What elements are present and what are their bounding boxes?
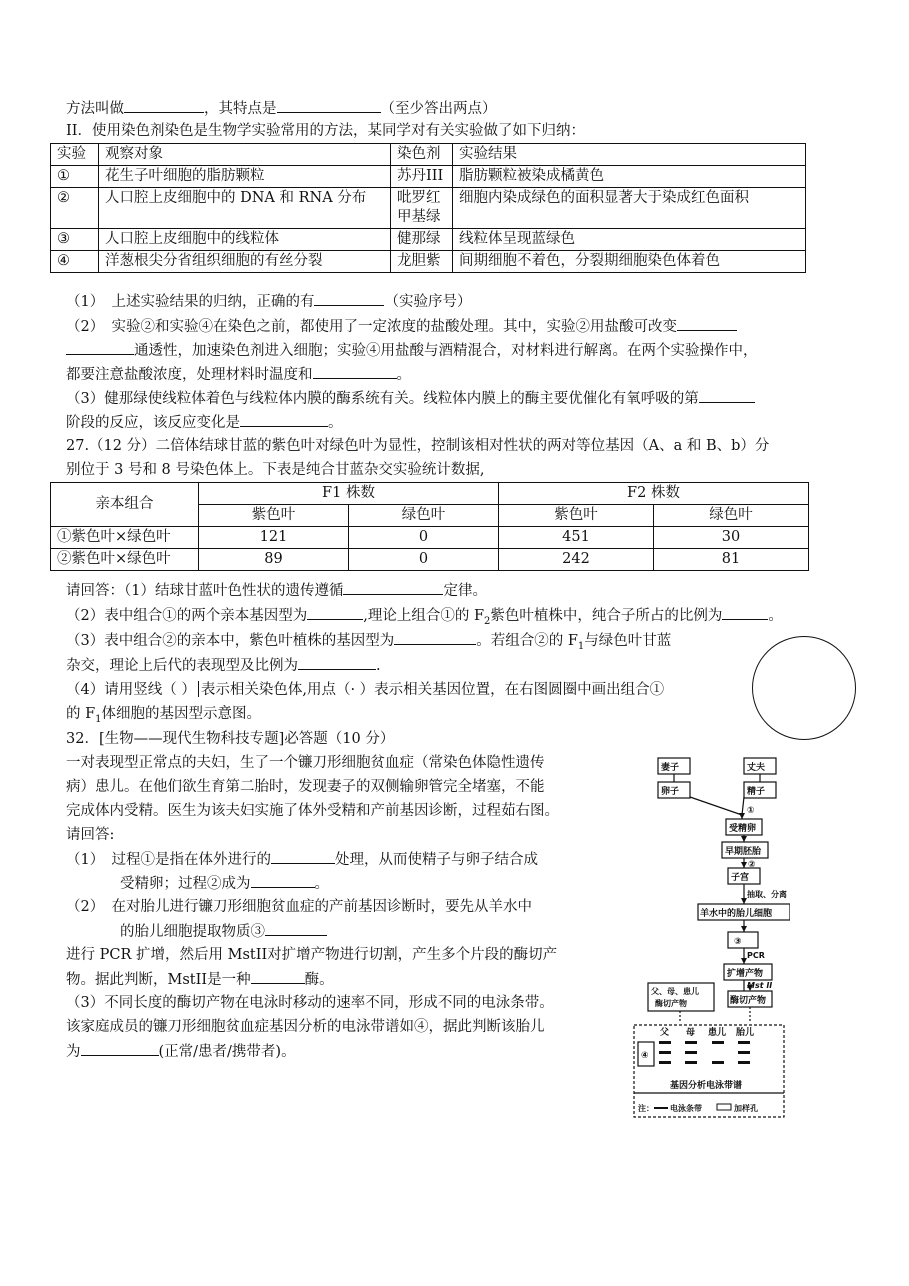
text: （实验序号）: [384, 294, 472, 310]
problem-27-intro-cont: 别位于 3 号和 8 号染色体上。下表是纯合甘蓝杂交实验统计数据,: [66, 462, 485, 478]
chromosome-line-icon: [198, 681, 199, 697]
answer-blank[interactable]: [66, 340, 134, 355]
table-cell: ③: [51, 229, 99, 251]
header-cell: 绿色叶: [349, 505, 499, 527]
answer-blank[interactable]: [251, 873, 315, 888]
zygote-label: 受精卵: [729, 824, 757, 834]
table-cell: ②紫色叶×绿色叶: [51, 549, 199, 571]
lane-father: 父: [660, 1028, 670, 1038]
question-32-2: （2） 在对胎儿进行镰刀形细胞贫血症的产前基因诊断时，要先从羊水中: [66, 899, 532, 915]
fetal-cells-label: 羊水中的胎儿细胞: [700, 909, 773, 919]
answer-blank[interactable]: [677, 316, 737, 331]
table-cell: 121: [199, 527, 349, 549]
amplified-label: 扩增产物: [727, 969, 764, 979]
problem-32-title: 32．[生物——现代生物科技专题]必答题（10 分）: [66, 731, 395, 747]
question-27-1: [66, 580, 487, 601]
step1-label: ①: [747, 806, 755, 816]
table-cell: 脂肪颗粒被染成橘黄色: [453, 166, 806, 188]
question-32-1: [66, 849, 538, 870]
question-27-3-cont: [66, 655, 381, 676]
text: 方法叫做: [66, 101, 124, 117]
text: 酶。: [304, 972, 334, 988]
wife-label: 妻子: [661, 763, 680, 773]
paragraph-line: 请回答:: [66, 827, 115, 843]
table-cell: 花生子叶细胞的脂肪颗粒: [99, 166, 391, 188]
table-row: [51, 549, 809, 571]
text: 的胎儿细胞提取物质③: [120, 924, 265, 940]
table-cell: 人口腔上皮细胞中的 DNA 和 RNA 分布: [99, 188, 391, 229]
subscript: 1: [95, 713, 102, 725]
text: 体细胞的基因型示意图。: [101, 706, 262, 722]
question-27-3: [66, 630, 671, 657]
question-ii-2: [66, 316, 737, 337]
ivf-diagnosis-figure: [630, 755, 790, 1120]
answer-blank[interactable]: [271, 849, 335, 864]
table-row: [51, 527, 809, 549]
text: .: [376, 658, 381, 674]
paragraph-line: 该家庭成员的镰刀形细胞贫血症基因分析的电泳带谱如④，据此判断该胎儿: [66, 1019, 545, 1035]
question-32-3: （3）不同长度的酶切产物在电泳时移动的速率不同，形成不同的电泳条带。: [66, 995, 554, 1011]
lane-patient: 患儿: [708, 1028, 727, 1038]
text: （3）表中组合②的亲本中，紫色叶植株的基因型为: [66, 633, 395, 649]
text: 与绿色叶甘蓝: [584, 633, 672, 649]
paragraph-line: 一对表现型正常点的夫妇，生了一个镰刀形细胞贫血症（常染色体隐性遗传: [66, 755, 545, 771]
answer-blank[interactable]: [343, 580, 443, 595]
digest-label: 酶切产物: [730, 996, 767, 1006]
step3-label: ③: [734, 937, 742, 947]
question-ii-2-cont: [66, 340, 758, 361]
text: 。: [314, 876, 329, 892]
table-row: [51, 251, 806, 273]
mst-label: Mst II: [747, 981, 773, 990]
table-cell: ④: [51, 251, 99, 273]
table-row: [51, 166, 806, 188]
answer-blank[interactable]: [298, 655, 376, 670]
text: ，其特点是: [204, 101, 277, 117]
egg-label: 卵子: [661, 787, 680, 797]
paragraph-line: 病）患儿。在他们欲生育第二胎时，发现妻子的双侧输卵管完全堵塞，不能: [66, 779, 545, 795]
text: （4）请用竖线（ ）: [66, 682, 196, 698]
electrophoresis-panel: [634, 1025, 784, 1117]
band-note-label: 电泳条带: [670, 1104, 702, 1113]
table-cell: 细胞内染成绿色的面积显著大于染成红色面积: [453, 188, 806, 229]
header-cell: 观察对象: [99, 144, 391, 166]
header-cell: F1 株数: [199, 483, 499, 505]
answer-blank[interactable]: [722, 605, 768, 620]
table-cell: 线粒体呈现蓝绿色: [453, 229, 806, 251]
question-27-2: [66, 605, 783, 632]
table-cell: 人口腔上皮细胞中的线粒体: [99, 229, 391, 251]
text: 阶段的反应，该反应变化是: [66, 415, 240, 431]
text: 受精卵；过程②成为: [120, 876, 251, 892]
table-row: [51, 188, 806, 229]
text: 都要注意盐酸浓度，处理材料时温度和: [66, 367, 313, 383]
header-cell: 实验: [51, 144, 99, 166]
text: 为: [66, 1044, 81, 1060]
text: 定律。: [443, 583, 487, 599]
text: 请回答：（1）结球甘蓝叶色性状的遗传遵循: [66, 583, 344, 599]
extract-label: 抽取、分离: [747, 890, 787, 899]
note-label: 注：: [638, 1104, 654, 1113]
paragraph-line: [66, 969, 334, 990]
text: (正常/患者/携带者)。: [158, 1044, 296, 1060]
header-cell: 紫色叶: [199, 505, 349, 527]
family-label: 父、母、患儿: [651, 987, 699, 996]
pcr-label: PCR: [747, 951, 765, 960]
header-cell: F2 株数: [499, 483, 809, 505]
table-cell: ①紫色叶×绿色叶: [51, 527, 199, 549]
header-cell: 染色剂: [391, 144, 453, 166]
embryo-label: 早期胚胎: [725, 847, 762, 857]
table-header-row: [51, 144, 806, 166]
answer-blank[interactable]: [313, 364, 397, 379]
text: 表示相关染色体,用点（· ）表示相关基因位置，在右图圆圈中画出组合①: [200, 682, 665, 698]
lane-fetus: 胎儿: [736, 1028, 755, 1038]
table-cell: 451: [499, 527, 654, 549]
table-row: [51, 229, 806, 251]
question-27-4-cont: [66, 704, 261, 730]
table-header-row: [51, 483, 809, 505]
table-cell: 0: [349, 549, 499, 571]
question-ii-2-end: [66, 364, 411, 385]
paragraph-line: 进行 PCR 扩增，然后用 MstII对扩增产物进行切割，产生多个片段的酶切产: [66, 947, 558, 963]
stain-table: [50, 143, 806, 273]
electrophoresis-bands: [659, 1041, 750, 1064]
answer-blank[interactable]: [251, 969, 305, 984]
text: 。: [328, 415, 343, 431]
step3-box: [728, 932, 758, 948]
text: （至少答出两点）: [380, 101, 497, 117]
paragraph-line: [66, 1041, 296, 1062]
header-cell: 紫色叶: [499, 505, 654, 527]
text: 通透性，加速染色剂进入细胞；实验④用盐酸与酒精混合，对材料进行解离。在两个实验操作中，: [134, 343, 758, 359]
text: 紫色叶植株中，纯合子所占的比例为: [490, 608, 723, 624]
table-cell: 81: [654, 549, 809, 571]
text: 。若组合②的 F: [476, 633, 578, 649]
answer-blank[interactable]: [124, 98, 204, 113]
text: 杂交，理论上后代的表现型及比例为: [66, 658, 298, 674]
question-ii-1: [66, 291, 471, 312]
table-cell: 苏丹III: [391, 166, 453, 188]
header-cell: 实验结果: [453, 144, 806, 166]
uterus-label: 子宫: [731, 873, 750, 883]
line-method: [66, 98, 497, 119]
well-note-label: 加样孔: [734, 1104, 758, 1113]
answer-blank[interactable]: [265, 921, 327, 936]
subscript: 1: [577, 640, 585, 652]
husband-label: 丈夫: [747, 763, 766, 773]
lane-mother: 母: [686, 1028, 696, 1038]
question-ii-3: [66, 388, 755, 409]
text: ,理论上组合①的 F: [363, 608, 485, 624]
table-cell: ②: [51, 188, 99, 229]
text: 。: [396, 367, 411, 383]
answer-circle[interactable]: [752, 636, 856, 740]
table-cell: 242: [499, 549, 654, 571]
text: （1） 上述实验结果的归纳，正确的有: [66, 294, 315, 310]
step2-label: ②: [748, 860, 756, 870]
section-ii-intro: II．使用染色剂染色是生物学实验常用的方法，某同学对有关实验做了如下归纳：: [66, 123, 585, 139]
question-27-4: [66, 680, 664, 700]
paragraph-line: 完成体内受精。医生为该夫妇实施了体外受精和产前基因诊断，过程茹右图。: [66, 803, 559, 819]
text: 物。据此判断，MstII是一种: [66, 972, 251, 988]
cross-table: [50, 482, 809, 571]
text: 。: [768, 608, 783, 624]
table-cell: ①: [51, 166, 99, 188]
answer-blank[interactable]: [81, 1041, 159, 1056]
answer-blank[interactable]: [699, 388, 755, 403]
answer-blank[interactable]: [394, 630, 476, 645]
question-32-1-cont: [120, 873, 329, 894]
step4-label: ④: [641, 1051, 649, 1061]
table-cell: 健那绿: [391, 229, 453, 251]
question-32-2-cont: [120, 921, 327, 942]
subscript: 2: [484, 615, 491, 627]
header-cell: 绿色叶: [654, 505, 809, 527]
table-cell: 30: [654, 527, 809, 549]
text: 处理，从而使精子与卵子结合成: [334, 852, 538, 868]
table-cell: 龙胆紫: [391, 251, 453, 273]
problem-27-intro: 27.（12 分）二倍体结球甘蓝的紫色叶对绿色叶为显性，控制该相对性状的两对等位基因（A、a 和 B、b）分: [66, 438, 770, 454]
sample-well-icon: [717, 1104, 731, 1110]
sperm-label: 精子: [747, 787, 766, 797]
table-cell: 洋葱根尖分省组织细胞的有丝分裂: [99, 251, 391, 273]
table-cell: 间期细胞不着色，分裂期细胞染色体着色: [453, 251, 806, 273]
answer-blank[interactable]: [307, 605, 363, 620]
table-cell: 0: [349, 527, 499, 549]
table-cell: 89: [199, 549, 349, 571]
table-cell: 吡罗红甲基绿: [391, 188, 453, 229]
family-digest-label: 酶切产物: [655, 999, 687, 1008]
question-ii-3-cont: [66, 412, 343, 433]
text: （3）健那绿使线粒体着色与线粒体内膜的酶系统有关。线粒体内膜上的酶主要优催化有氧呼吸的第: [66, 391, 699, 407]
text: （1） 过程①是指在体外进行的: [66, 852, 271, 868]
answer-blank[interactable]: [240, 412, 328, 427]
text: （2）表中组合①的两个亲本基因型为: [66, 608, 308, 624]
figure-caption: 基因分析电泳带谱: [670, 1081, 743, 1091]
answer-blank[interactable]: [277, 98, 381, 113]
header-cell: 亲本组合: [51, 483, 199, 527]
text: 的 F: [66, 706, 96, 722]
text: （2） 实验②和实验④在染色之前，都使用了一定浓度的盐酸处理。其中，实验②用盐酸可改变: [66, 319, 677, 335]
answer-blank[interactable]: [314, 291, 384, 306]
